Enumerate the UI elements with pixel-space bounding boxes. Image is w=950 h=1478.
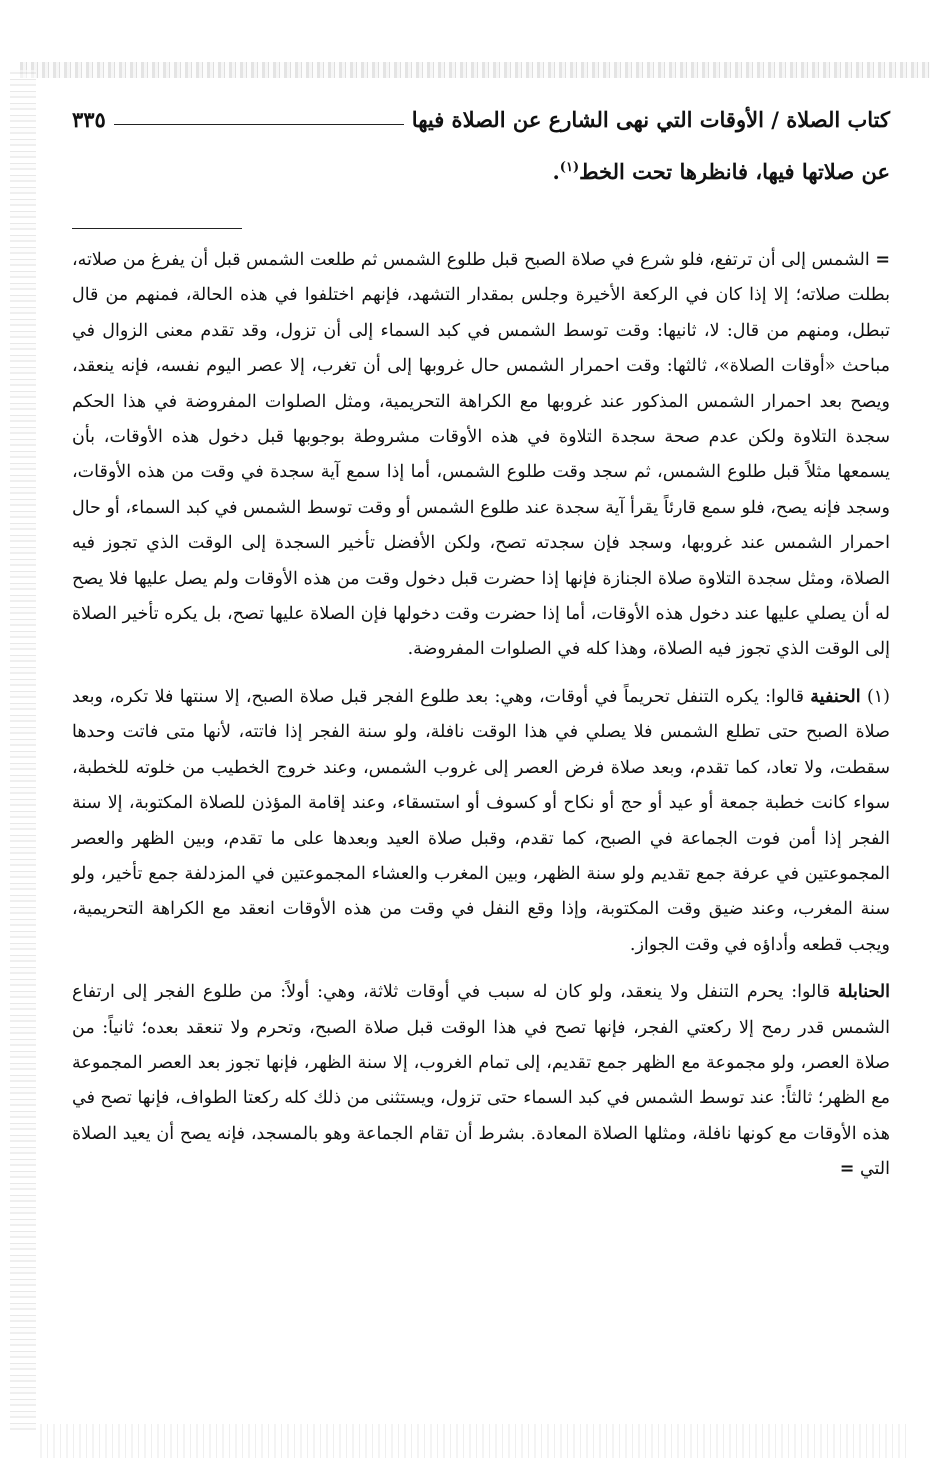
header-rule (114, 124, 404, 125)
footnote-ref: (١) (559, 160, 580, 175)
running-header (72, 100, 890, 138)
main-text (72, 146, 890, 194)
continuation-text: الشمس إلى أن ترتفع، فلو شرع في صلاة الصبح قبل طلوع الشمس ثم طلعت الشمس قبل أن يفرغ من صلاته، بطلت صلاته؛ إلا إذا كان في الركعة الأخيرة وجلس بمقدار التشهد، فإنهم اختلفوا في هذه الحالة، فمنهم من قال تبطل، ومنهم من قال: لا، ثانيها: وقت توسط الشمس في كبد السماء إلى أن تزول، وقد تقدم معنى الزوال في مباحث «أوقات الصلاة»، ثالثها: وقت احمرار الشمس حال غروبها إلى أن تغرب، إلا عصر اليوم نفسه، فإنه ينعقد، ويصح بعد احمرار الشمس المذكور عند غروبها مع الكراهة التحريمية، ومثل الصلوات المفروضة في هذا الحكم سجدة التلاوة ولكن عدم صحة سجدة التلاوة في هذه الأوقات مشروطة بوجوبها قبل دخول هذه الأوقات، بأن يسمعها مثلاً قبل طلوع الشمس، ثم سجد وقت طلوع الشمس، أما إذا سمع آية سجدة في وقت من هذه الأوقات، وسجد فإنه يصح، فلو سمع قارئاً يقرأ آية سجدة عند طلوع الشمس أو وقت توسط الشمس في كبد السماء، أو حال احمرار الشمس عند غروبها، وسجد فإن سجدته تصح، ولكن الأفضل تأخير السجدة إلى الوقت الذي تجوز فيه الصلاة، ومثل سجدة التلاوة صلاة الجنازة فإنها إذا حضرت قبل دخول وقت من هذه الأوقات ولم يصل عليها فلا يصح له أن يصلي عليها عند دخول هذه الأوقات، أما إذا حضرت وقت دخولها فإن الصلاة عليها تصح، بل يكره تأخير الصلاة إلى الوقت الذي تجوز فيه الصلاة، وهذا كله في الصلوات المفروضة. (72, 250, 890, 660)
footnote-number: (١) (866, 686, 890, 707)
continuation-marker: = (875, 250, 890, 270)
footnote-separator (72, 228, 242, 229)
school-name-hanafi: الحنفية (810, 686, 861, 707)
main-text-end: . (552, 159, 560, 184)
scan-edge-top (20, 62, 930, 78)
footnote-hanbali (72, 975, 890, 1187)
hanafi-text: قالوا: يكره التنفل تحريماً في أوقات، وهي: بعد طلوع الفجر قبل صلاة الصبح، إلا سنتها فلا تكره، وبعد صلاة الصبح حتى تطلع الشمس فلا يصلي في هذا الوقت نافلة، ولو سنة الفجر إذا فاتته، لأنها متى فاتت وحدها سقطت، ولا تعاد، كما تقدم، وبعد صلاة فرض العصر إلى غروب الشمس، وعند خروج الخطيب من خلوته للخطبة، سواء كانت خطبة جمعة أو عيد أو حج أو نكاح أو كسوف أو استسقاء، وعند إقامة المؤذن للصلاة المكتوبة، إلا سنة الفجر إذا أمن فوت الجماعة في الصبح، كما تقدم، وقبل صلاة العيد وبعدها على ما تقدم، وبين الظهر والعصر المجموعتين في عرفة جمع تقديم ولو سنة الظهر، وبين المغرب والعشاء المجموعتين في المزدلفة جمع تأخير، ولو سنة المغرب، وعند ضيق وقت المكتوبة، وإذا وقع النفل في وقت من هذه الأوقات انعقد مع الكراهة التحريمية، ويجب قطعه وأداؤه في وقت الجواز. (72, 686, 890, 955)
footnote-hanafi (72, 680, 890, 963)
school-name-hanbali: الحنابلة (837, 982, 890, 1003)
scan-edge-left (10, 70, 36, 1430)
main-text-body: عن صلاتها فيها، فانظرها تحت الخط (579, 159, 890, 184)
page-number: ٣٣٥ (72, 106, 106, 132)
book-page (72, 100, 890, 1188)
continuation-end-marker: = (839, 1159, 855, 1180)
hanbali-text: قالوا: يحرم التنفل ولا ينعقد، ولو كان له سبب في أوقات ثلاثة، وهي: أولاً: من طلوع الفجر إلى ارتفاع الشمس قدر رمح إلا ركعتي الفجر، فإنها تصح في هذا الوقت قبل صلاة الصبح، وتحرم ولا تنعقد بعده؛ ثانياً: من صلاة العصر، ولو مجموعة مع الظهر جمع تقديم، إلى تمام الغروب، إلا سنة الظهر، فإنها تجوز بعد العصر المجموعة مع الظهر؛ ثالثاً: عند توسط الشمس في كبد السماء حتى تزول، ويستثنى من ذلك كله ركعتا الطواف، فإنها تصح في هذه الأوقات مع كونها نافلة، ومثلها الصلاة المعادة. بشرط أن تقام الجماعة وهو بالمسجد، فإنه يصح أن يعيد الصلاة التي (72, 982, 890, 1180)
footnote-continuation (72, 243, 890, 668)
scan-edge-bottom (40, 1424, 910, 1458)
header-title: كتاب الصلاة / الأوقات التي نهى الشارع عن الصلاة فيها (411, 106, 890, 132)
